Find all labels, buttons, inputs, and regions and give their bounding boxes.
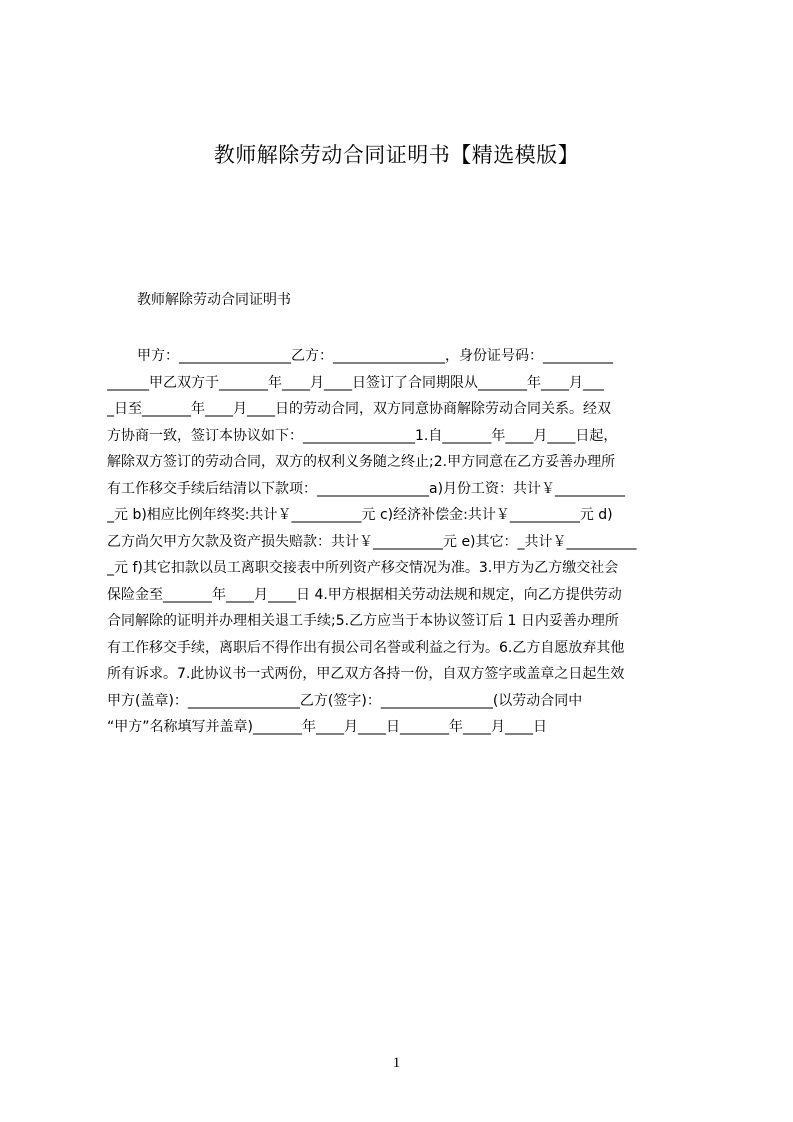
body-line: ______甲乙双方于_______年____月____日签订了合同期限从_______年____月___ (107, 374, 604, 391)
body-line: 解除双方签订的劳动合同，双方的权利义务随之终止;2.甲方同意在乙方妥善办理所 (107, 454, 616, 470)
page-number: 1 (392, 1055, 401, 1071)
body-line: 所有诉求。7.此协议书一式两份，甲乙双方各持一份，自双方签字或盖章之日起生效 (107, 666, 625, 682)
body-line: _日至_______年____月____日的劳动合同，双方同意协商解除劳动合同关系。经双 (107, 401, 611, 417)
contract-body (107, 343, 699, 741)
body-line: 乙方尚欠甲方欠款及资产损失赔款：共计￥__________元 e)其它：_共计￥__________ (107, 533, 637, 550)
body-line: 保险金至_______年____月____日 4.甲方根据相关劳动法规和规定，向乙方提供劳动 (107, 586, 622, 603)
body-line: _元 b)相应比例年终奖:共计￥__________元 c)经济补偿金:共计￥__________元 d) (107, 507, 613, 523)
body-line: 方协商一致，签订本协议如下：________________1.自_______年____月____日起， (107, 427, 618, 444)
body-line: 合同解除的证明并办理相关退工手续;5.乙方应当于本协议签订后 1 日内妥善办理所 (107, 613, 619, 629)
body-line: 有工作移交手续后结清以下款项：________________a)月份工资：共计￥__________ (107, 480, 626, 497)
body-line: _元 f)其它扣款以员工离职交接表中所列资产移交情况为准。3.甲方为乙方缴交社会 (107, 560, 619, 576)
document-subheading: 教师解除劳动合同证明书 (137, 292, 291, 308)
body-line: 甲方：________________乙方：________________，身份证号码：__________ (137, 348, 613, 364)
body-line: 有工作移交手续，离职后不得作出有损公司名誉或利益之行为。6.乙方自愿放弃其他 (107, 639, 625, 656)
body-line: “甲方”名称填写并盖章)_______年____月____日_______年____月____日 (107, 719, 547, 735)
body-line: 甲方(盖章)：________________乙方(签字)：________________(以劳动合同中 (107, 692, 583, 709)
document-title: 教师解除劳动合同证明书【精选模版】 (213, 143, 580, 167)
